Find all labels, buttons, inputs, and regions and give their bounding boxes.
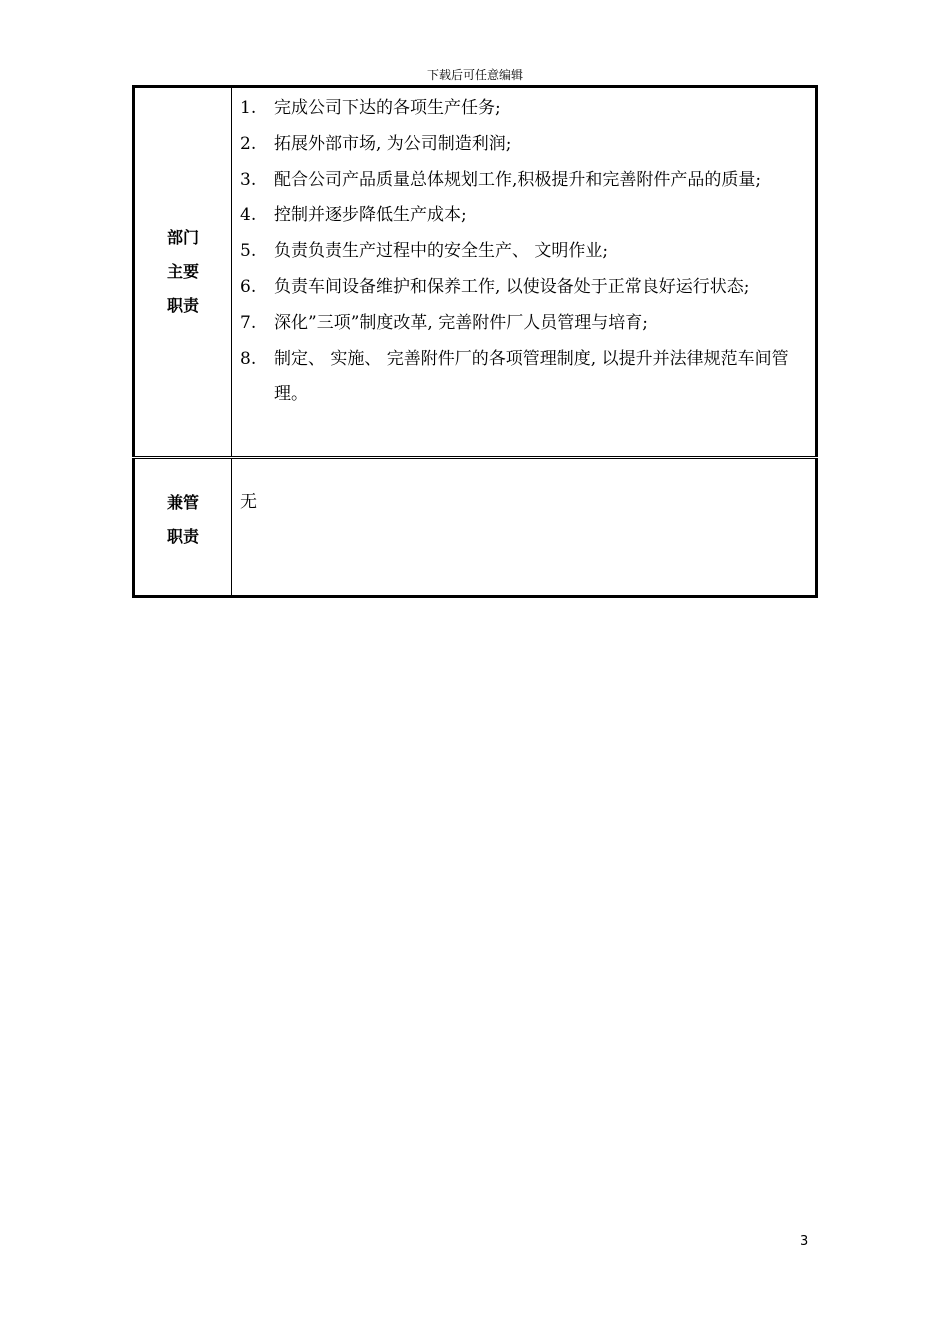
duty-item xyxy=(240,163,807,199)
duty-item xyxy=(240,234,807,270)
duty-text: 控制并逐步降低生产成本; xyxy=(274,205,467,226)
page-number: 3 xyxy=(800,1234,809,1249)
main-duties-content xyxy=(232,87,817,458)
extra-duties-content-cell xyxy=(232,459,817,597)
main-duties-row xyxy=(134,87,817,458)
duty-item xyxy=(240,91,807,127)
duty-text: 深化”三项”制度改革, 完善附件厂人员管理与培育; xyxy=(274,312,648,333)
duty-number: 6. xyxy=(240,276,257,297)
duty-number: 2. xyxy=(240,133,257,154)
duty-number: 8. xyxy=(240,348,257,369)
main-duties-label xyxy=(134,87,232,458)
duties-table xyxy=(132,85,818,598)
duty-text: 拓展外部市场, 为公司制造利润; xyxy=(274,133,512,154)
label-line: 部门 xyxy=(166,228,199,247)
duty-number: 7. xyxy=(240,312,257,333)
duty-item xyxy=(240,127,807,163)
label-line: 职责 xyxy=(166,296,199,315)
header-note: 下载后可任意编辑 xyxy=(426,68,523,82)
duty-text: 负责车间设备维护和保养工作, 以使设备处于正常良好运行状态; xyxy=(274,276,750,297)
extra-duties-label xyxy=(134,459,232,597)
extra-duties-content: 无 xyxy=(240,492,257,512)
duty-number: 4. xyxy=(240,205,257,226)
extra-duties-row xyxy=(134,459,817,597)
duty-text: 完成公司下达的各项生产任务; xyxy=(274,98,501,118)
duty-item xyxy=(240,342,807,414)
duty-text: 配合公司产品质量总体规划工作,积极提升和完善附件产品的质量; xyxy=(274,169,762,190)
label-line: 兼管 xyxy=(166,493,199,512)
duty-item xyxy=(240,198,807,234)
duty-text: 负责负责生产过程中的安全生产、 文明作业; xyxy=(274,241,609,262)
duty-number: 3. xyxy=(240,169,257,190)
duty-item xyxy=(240,306,807,342)
duty-number: 5. xyxy=(240,241,257,262)
label-line: 职责 xyxy=(166,527,199,546)
label-line: 主要 xyxy=(166,262,199,281)
duty-text: 制定、 实施、 完善附件厂的各项管理制度, 以提升并法律规范车间管理。 xyxy=(274,348,789,405)
duty-number: 1. xyxy=(240,98,257,118)
duty-item xyxy=(240,270,807,306)
